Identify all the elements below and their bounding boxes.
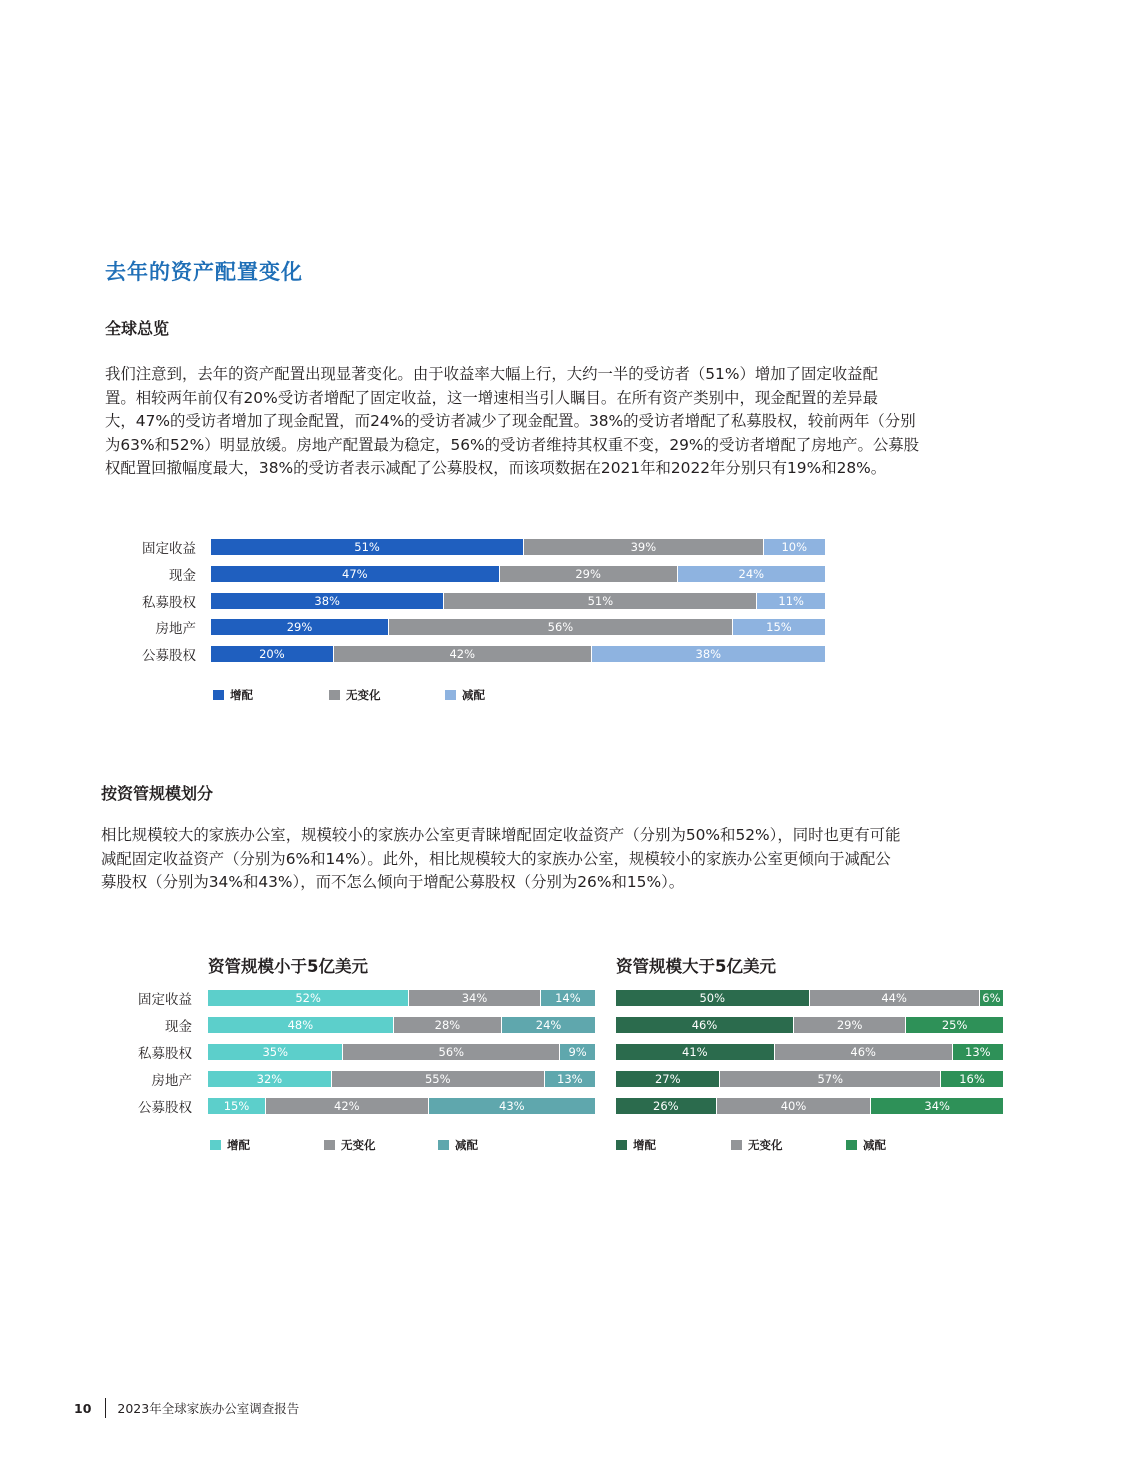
bar-segment: 51% — [211, 539, 524, 555]
paragraph-line: 权配置回撤幅度最大，38%的受访者表示减配了公募股权，而该项数据在2021年和2022年分别只有19%和28%。 — [105, 459, 887, 477]
bar-segment: 50% — [616, 990, 810, 1006]
legend-label: 无变化 — [346, 688, 381, 702]
bar-segment: 20% — [211, 646, 334, 662]
bar-segment: 29% — [500, 566, 678, 582]
category-label: 房地产 — [155, 621, 196, 638]
bar-segment: 6% — [980, 990, 1003, 1006]
legend-swatch — [445, 690, 456, 700]
bar-row — [211, 566, 825, 582]
bar-segment: 32% — [208, 1071, 332, 1087]
bar-segment: 55% — [332, 1071, 545, 1087]
bar-segment: 42% — [266, 1098, 429, 1114]
bar-row — [208, 1044, 595, 1060]
bar-segment: 26% — [616, 1098, 717, 1114]
legend-item — [438, 1137, 552, 1153]
bar-segment: 34% — [871, 1098, 1003, 1114]
bar-segment: 56% — [389, 619, 733, 635]
bar-segment: 47% — [211, 566, 500, 582]
category-label: 私募股权 — [142, 594, 196, 611]
bar-segment: 29% — [794, 1017, 906, 1033]
bar-row — [208, 1017, 595, 1033]
chart-legend — [616, 1137, 961, 1153]
bar-segment: 46% — [775, 1044, 953, 1060]
bar-row — [211, 646, 825, 662]
bar-row — [211, 619, 825, 635]
bar-row — [616, 1044, 1003, 1060]
bar-segment: 9% — [560, 1044, 595, 1060]
chart-legend — [210, 1137, 552, 1153]
paragraph-line: 为63%和52%）明显放缓。房地产配置最为稳定，56%的受访者维持其权重不变，29%的受访者增配了房地产。公募股 — [105, 435, 920, 454]
bar-row — [211, 593, 825, 609]
category-label: 现金 — [169, 567, 196, 584]
report-title: 2023年全球家族办公室调查报告 — [117, 1401, 300, 1416]
bar-row — [616, 1017, 1003, 1033]
legend-swatch — [438, 1140, 449, 1150]
bar-row — [616, 1071, 1003, 1087]
category-label: 私募股权 — [138, 1046, 192, 1063]
legend-item — [846, 1137, 961, 1153]
page-number: 10 — [74, 1400, 92, 1416]
legend-label: 减配 — [863, 1138, 886, 1152]
legend-label: 减配 — [462, 688, 485, 702]
bar-row — [616, 1098, 1003, 1114]
legend-label: 增配 — [633, 1138, 656, 1152]
category-label: 公募股权 — [138, 1100, 192, 1117]
paragraph-line: 大，47%的受访者增加了现金配置，而24%的受访者减少了现金配置。38%的受访者增配了私募股权，较前两年（分别 — [105, 412, 916, 430]
global-overview-paragraph — [105, 363, 1005, 481]
bar-segment: 43% — [429, 1098, 595, 1114]
by-aum-paragraph — [101, 824, 1001, 895]
bar-segment: 51% — [444, 593, 757, 609]
bar-segment: 46% — [616, 1017, 794, 1033]
category-label: 固定收益 — [142, 541, 196, 557]
legend-label: 减配 — [455, 1138, 478, 1152]
by-aum-heading: 按资管规模划分 — [101, 784, 214, 803]
legend-swatch — [329, 690, 340, 700]
paragraph-line: 我们注意到，去年的资产配置出现显著变化。由于收益率大幅上行，大约一半的受访者（51%）增加了固定收益配 — [105, 365, 878, 383]
small-aum-chart-title: 资管规模小于5亿美元 — [208, 957, 368, 976]
legend-item — [213, 687, 329, 703]
bar-segment: 44% — [810, 990, 980, 1006]
bar-segment: 48% — [208, 1017, 394, 1033]
legend-swatch — [213, 690, 224, 700]
bar-segment: 56% — [343, 1044, 560, 1060]
bar-segment: 13% — [545, 1071, 595, 1087]
category-label: 固定收益 — [138, 992, 192, 1008]
bar-segment: 15% — [733, 619, 825, 635]
paragraph-line: 减配固定收益资产（分别为6%和14%）。此外，相比规模较大的家族办公室，规模较小的家族办公室更倾向于减配公 — [101, 849, 891, 868]
bar-segment: 38% — [211, 593, 444, 609]
bar-segment: 16% — [941, 1071, 1003, 1087]
legend-item — [329, 687, 445, 703]
bar-segment: 29% — [211, 619, 389, 635]
bar-segment: 24% — [678, 566, 825, 582]
bar-segment: 38% — [592, 646, 825, 662]
legend-item — [616, 1137, 731, 1153]
bar-segment: 14% — [541, 990, 595, 1006]
bar-row — [208, 1071, 595, 1087]
bar-segment: 25% — [906, 1017, 1003, 1033]
bar-segment: 10% — [764, 539, 825, 555]
bar-segment: 40% — [717, 1098, 872, 1114]
legend-label: 增配 — [230, 688, 253, 702]
bar-segment: 24% — [502, 1017, 595, 1033]
category-label: 公募股权 — [142, 648, 196, 665]
bar-segment: 34% — [409, 990, 541, 1006]
bar-segment: 39% — [524, 539, 763, 555]
large-aum-chart-title: 资管规模大于5亿美元 — [616, 957, 776, 976]
page-footer — [74, 1398, 299, 1418]
bar-segment: 52% — [208, 990, 409, 1006]
bar-row — [616, 990, 1003, 1006]
bar-row — [211, 539, 825, 555]
legend-swatch — [731, 1140, 742, 1150]
category-label: 房地产 — [151, 1073, 192, 1090]
bar-segment: 27% — [616, 1071, 720, 1087]
category-label: 现金 — [165, 1019, 192, 1036]
paragraph-line: 相比规模较大的家族办公室，规模较小的家族办公室更青睐增配固定收益资产（分别为50%和52%），同时也更有可能 — [101, 826, 901, 844]
paragraph-line: 募股权（分别为34%和43%），而不怎么倾向于增配公募股权（分别为26%和15%）。 — [101, 873, 685, 891]
legend-swatch — [846, 1140, 857, 1150]
bar-row — [208, 990, 595, 1006]
legend-swatch — [324, 1140, 335, 1150]
bar-segment: 28% — [394, 1017, 502, 1033]
bar-segment: 11% — [757, 593, 825, 609]
global-overview-heading: 全球总览 — [105, 319, 170, 338]
legend-item — [731, 1137, 846, 1153]
bar-row — [208, 1098, 595, 1114]
legend-item — [210, 1137, 324, 1153]
legend-label: 无变化 — [341, 1138, 376, 1152]
bar-segment: 13% — [953, 1044, 1003, 1060]
legend-item — [324, 1137, 438, 1153]
bar-segment: 57% — [720, 1071, 941, 1087]
legend-label: 无变化 — [748, 1138, 783, 1152]
bar-segment: 15% — [208, 1098, 266, 1114]
chart-legend — [213, 687, 561, 703]
bar-segment: 41% — [616, 1044, 775, 1060]
legend-item — [445, 687, 561, 703]
section-title: 去年的资产配置变化 — [105, 260, 303, 284]
legend-swatch — [616, 1140, 627, 1150]
footer-divider — [105, 1398, 106, 1418]
paragraph-line: 置。相较两年前仅有20%受访者增配了固定收益，这一增速相当引人瞩目。在所有资产类别中，现金配置的差异最 — [105, 388, 878, 407]
bar-segment: 35% — [208, 1044, 343, 1060]
legend-swatch — [210, 1140, 221, 1150]
legend-label: 增配 — [227, 1138, 250, 1152]
bar-segment: 42% — [334, 646, 592, 662]
